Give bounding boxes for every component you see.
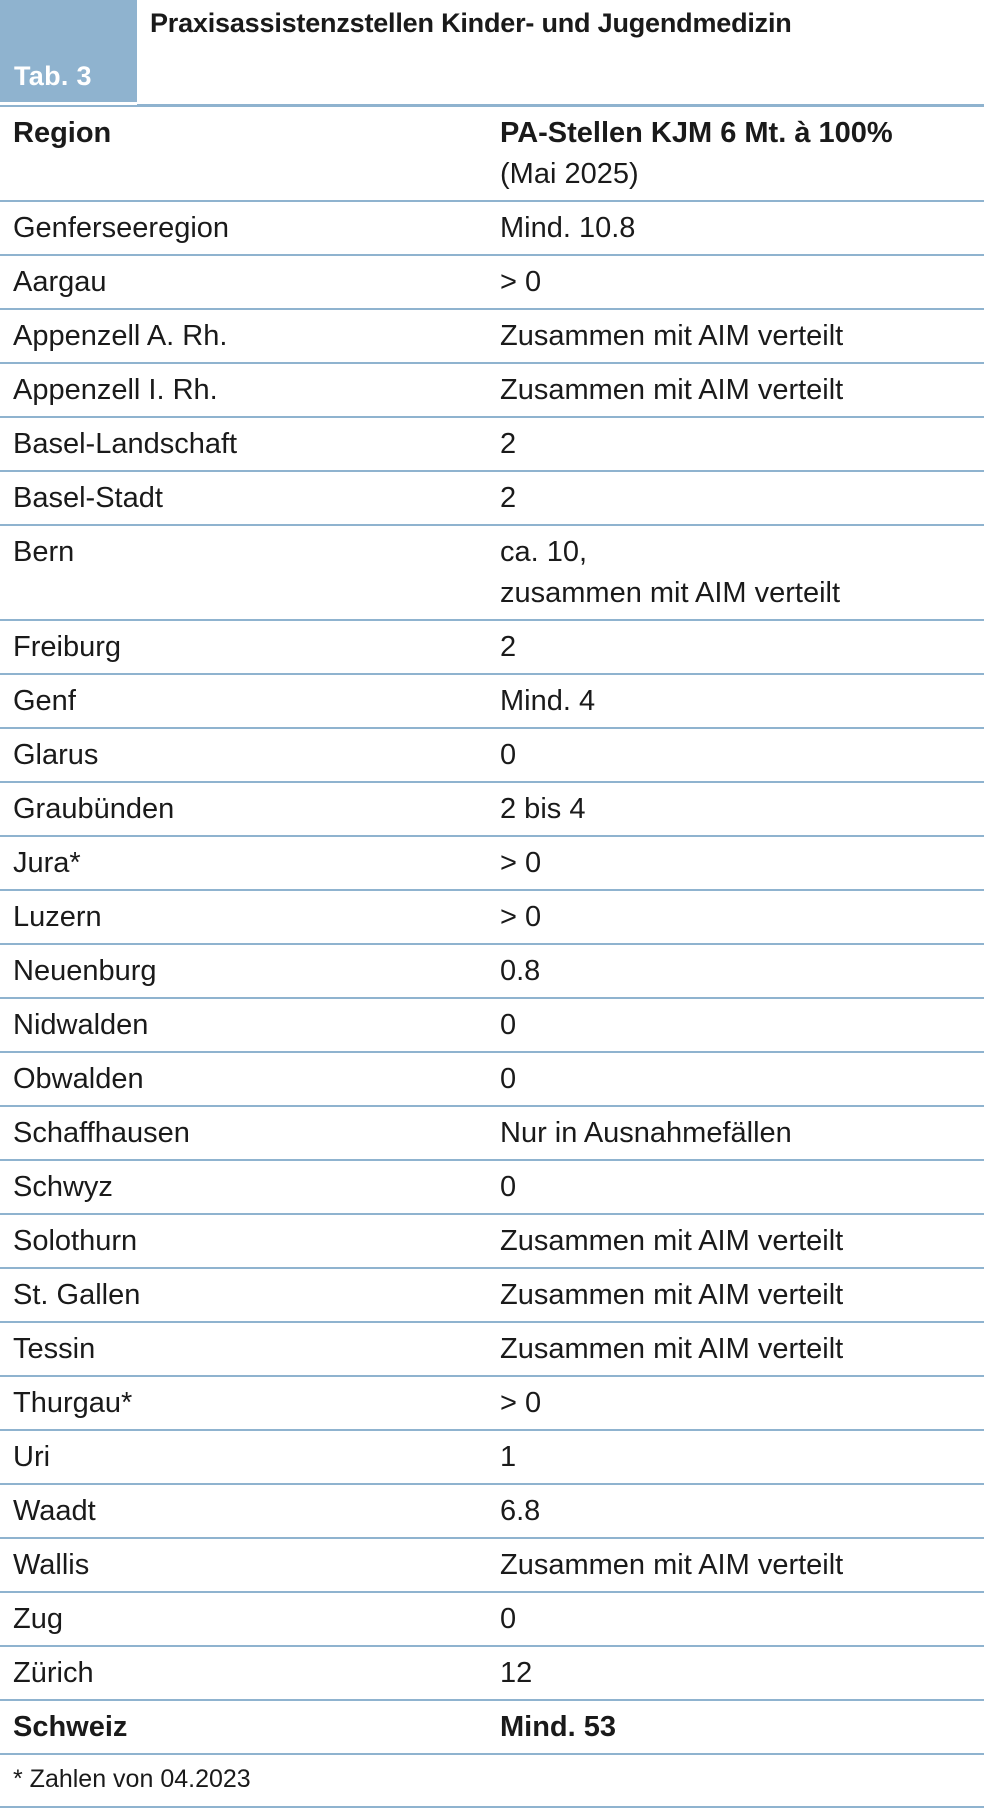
table-row bbox=[0, 944, 984, 998]
table-row bbox=[0, 309, 984, 363]
column-header-region: Region bbox=[0, 106, 500, 201]
region-cell: Genf bbox=[0, 674, 500, 728]
table-row bbox=[0, 1484, 984, 1538]
column-header-date: (Mai 2025) bbox=[500, 158, 639, 190]
value-cell: Zusammen mit AIM verteilt bbox=[500, 309, 984, 363]
data-table bbox=[0, 105, 984, 1755]
table-row bbox=[0, 1322, 984, 1376]
table-row bbox=[0, 471, 984, 525]
value-line: zusammen mit AIM verteilt bbox=[500, 577, 841, 609]
region-cell: Basel-Stadt bbox=[0, 471, 500, 525]
value-cell: 2 bis 4 bbox=[500, 782, 984, 836]
value-cell: 6.8 bbox=[500, 1484, 984, 1538]
column-header-pa-stellen bbox=[500, 106, 984, 201]
table-row bbox=[0, 836, 984, 890]
value-cell: > 0 bbox=[500, 890, 984, 944]
table-row bbox=[0, 1592, 984, 1646]
region-cell: Glarus bbox=[0, 728, 500, 782]
value-cell: > 0 bbox=[500, 1376, 984, 1430]
total-value: Mind. 53 bbox=[500, 1700, 984, 1754]
region-cell: Schwyz bbox=[0, 1160, 500, 1214]
value-cell: 1 bbox=[500, 1430, 984, 1484]
tab-badge bbox=[0, 0, 137, 102]
value-cell: 2 bbox=[500, 471, 984, 525]
table-row bbox=[0, 1106, 984, 1160]
table-title: Praxisassistenzstellen Kinder- und Jugendmedizin bbox=[150, 8, 792, 38]
region-cell: Uri bbox=[0, 1430, 500, 1484]
value-cell: 0 bbox=[500, 1052, 984, 1106]
region-cell: Zug bbox=[0, 1592, 500, 1646]
region-cell: Basel-Landschaft bbox=[0, 417, 500, 471]
tab-label: Tab. 3 bbox=[14, 61, 92, 91]
region-cell: Obwalden bbox=[0, 1052, 500, 1106]
value-cell: Zusammen mit AIM verteilt bbox=[500, 1538, 984, 1592]
value-cell: 0 bbox=[500, 728, 984, 782]
value-line: ca. 10, bbox=[500, 536, 588, 568]
column-header-row bbox=[0, 106, 984, 201]
region-cell: Jura* bbox=[0, 836, 500, 890]
value-cell: Nur in Ausnahmefällen bbox=[500, 1106, 984, 1160]
table-row bbox=[0, 1268, 984, 1322]
table-row bbox=[0, 890, 984, 944]
table-row bbox=[0, 1376, 984, 1430]
region-cell: St. Gallen bbox=[0, 1268, 500, 1322]
region-cell: Tessin bbox=[0, 1322, 500, 1376]
value-cell: Mind. 10.8 bbox=[500, 201, 984, 255]
table-row bbox=[0, 620, 984, 674]
table-row bbox=[0, 1646, 984, 1700]
value-cell: 0 bbox=[500, 1592, 984, 1646]
region-cell: Graubünden bbox=[0, 782, 500, 836]
value-cell: 12 bbox=[500, 1646, 984, 1700]
column-header-pa-stellen-label: PA-Stellen KJM 6 Mt. à 100% bbox=[500, 117, 893, 149]
region-cell: Schaffhausen bbox=[0, 1106, 500, 1160]
footnote: * Zahlen von 04.2023 bbox=[0, 1755, 984, 1808]
region-cell: Zürich bbox=[0, 1646, 500, 1700]
region-cell: Appenzell I. Rh. bbox=[0, 363, 500, 417]
value-cell: Zusammen mit AIM verteilt bbox=[500, 363, 984, 417]
table-row bbox=[0, 1052, 984, 1106]
region-cell: Aargau bbox=[0, 255, 500, 309]
header-divider bbox=[137, 104, 984, 106]
value-cell: > 0 bbox=[500, 836, 984, 890]
table-row bbox=[0, 674, 984, 728]
total-region: Schweiz bbox=[0, 1700, 500, 1754]
value-cell: 0 bbox=[500, 1160, 984, 1214]
table-header bbox=[0, 0, 984, 105]
table-row bbox=[0, 525, 984, 620]
value-cell bbox=[500, 525, 984, 620]
table-row bbox=[0, 363, 984, 417]
table-body bbox=[0, 201, 984, 1700]
region-cell: Waadt bbox=[0, 1484, 500, 1538]
value-cell: 2 bbox=[500, 620, 984, 674]
value-cell: 2 bbox=[500, 417, 984, 471]
table-row bbox=[0, 998, 984, 1052]
table-row bbox=[0, 782, 984, 836]
region-cell: Thurgau* bbox=[0, 1376, 500, 1430]
region-cell: Solothurn bbox=[0, 1214, 500, 1268]
table-row bbox=[0, 255, 984, 309]
table-row bbox=[0, 1214, 984, 1268]
table-row bbox=[0, 201, 984, 255]
table-row bbox=[0, 417, 984, 471]
value-cell: 0.8 bbox=[500, 944, 984, 998]
value-cell: Zusammen mit AIM verteilt bbox=[500, 1268, 984, 1322]
value-cell: Mind. 4 bbox=[500, 674, 984, 728]
region-cell: Freiburg bbox=[0, 620, 500, 674]
region-cell: Appenzell A. Rh. bbox=[0, 309, 500, 363]
value-cell: > 0 bbox=[500, 255, 984, 309]
region-cell: Luzern bbox=[0, 890, 500, 944]
table-row bbox=[0, 728, 984, 782]
region-cell: Genferseeregion bbox=[0, 201, 500, 255]
region-cell: Wallis bbox=[0, 1538, 500, 1592]
region-cell: Nidwalden bbox=[0, 998, 500, 1052]
region-cell: Bern bbox=[0, 525, 500, 620]
value-cell: Zusammen mit AIM verteilt bbox=[500, 1322, 984, 1376]
value-cell: Zusammen mit AIM verteilt bbox=[500, 1214, 984, 1268]
table-row bbox=[0, 1538, 984, 1592]
table-row bbox=[0, 1430, 984, 1484]
table-row bbox=[0, 1160, 984, 1214]
value-cell: 0 bbox=[500, 998, 984, 1052]
region-cell: Neuenburg bbox=[0, 944, 500, 998]
total-row bbox=[0, 1700, 984, 1754]
